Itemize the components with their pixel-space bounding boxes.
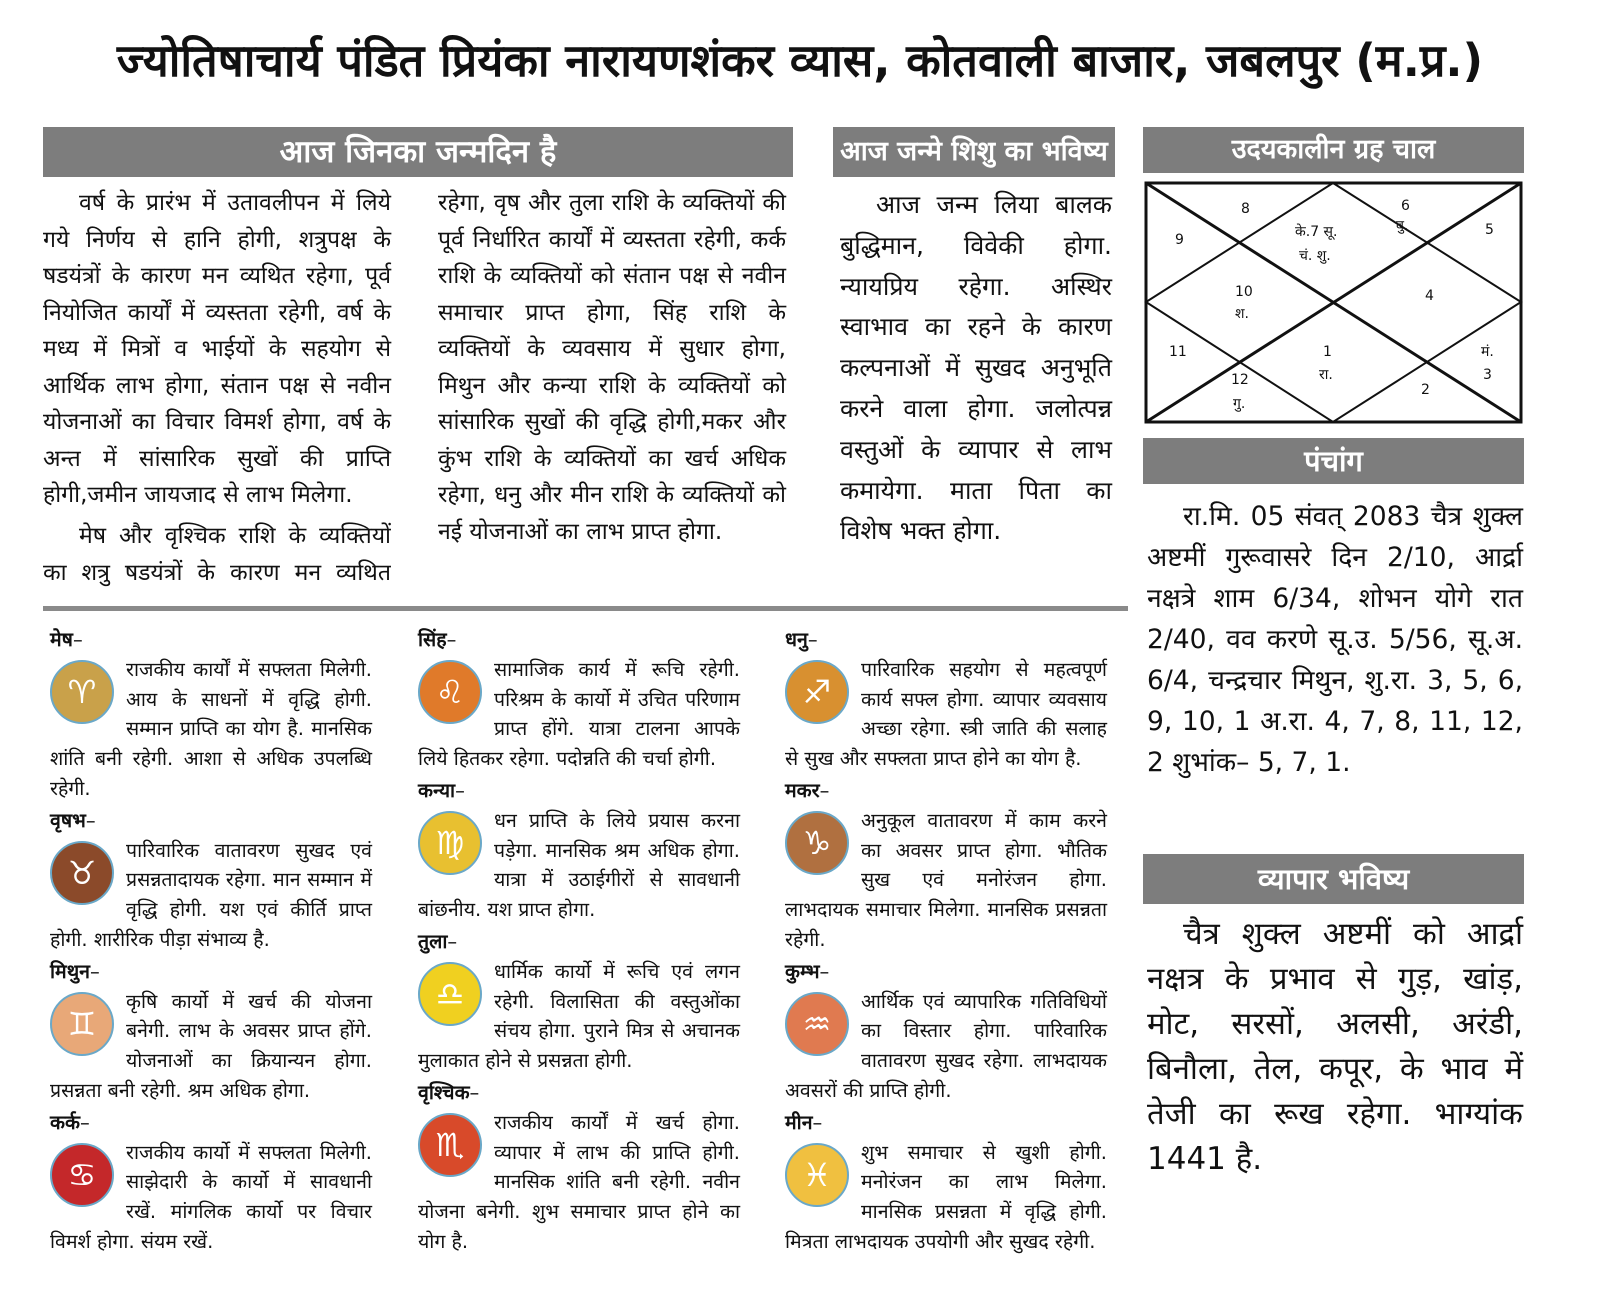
rashi-entry (418, 927, 740, 1076)
rashi-text: सामाजिक कार्य में रूचि रहेगी. परिश्रम के कार्यो में उचित परिणाम प्राप्त होंगे. यात्रा टालना आपके लिये हितकर रहेगा. पदोन्नति की चर्चा होगी. (418, 657, 740, 771)
rashi-text: राजकीय कार्यों में सफ्लता मिलेगी. आय के साधनों में वृद्धि होगी. सम्मान प्राप्ति का योग है. मानसिक शांति बनी रहेगी. आशा से अधिक उपलब्धि रहेगी. (50, 657, 372, 800)
rashi-name: कर्क (50, 1110, 80, 1134)
rashi-separator: – (819, 778, 830, 802)
rashi-text: धार्मिक कार्यो में रूचि एवं लगन रहेगी. विलासिता की वस्तुओंका संचय होगा. पुराने मित्र से अचानक मुलाकात होने से प्रसन्नता होगी. (418, 959, 740, 1073)
house-4-label: 4 (1425, 288, 1434, 304)
rashi-separator: – (447, 929, 458, 953)
rashi-entry (418, 776, 740, 925)
house-9-label: 9 (1175, 232, 1184, 248)
vyapar-heading: व्यापार भविष्य (1143, 854, 1524, 904)
panchang-heading: पंचांग (1143, 438, 1524, 484)
zodiac-icon: ♓ (785, 1143, 849, 1207)
house-2-label: 2 (1421, 382, 1430, 398)
zodiac-icon: ♑ (785, 811, 849, 875)
zodiac-icon: ♊ (50, 992, 114, 1056)
zodiac-icon: ♒ (785, 992, 849, 1056)
house-8-label: 8 (1241, 201, 1250, 217)
rashi-separator: – (79, 1110, 90, 1134)
zodiac-icon: ♋ (50, 1143, 114, 1207)
rashi-entry (50, 806, 372, 955)
rashi-entry (785, 957, 1107, 1106)
rashi-entry (50, 1108, 372, 1257)
zodiac-icon: ♏ (418, 1113, 482, 1177)
rashi-text: शुभ समाचार से खुशी होगी. मनोरंजन का लाभ मिलेगा. मानसिक प्रसन्नता में वृद्धि होगी. मित्रता लाभदायक उपयोगी और सुखद रहेगी. (785, 1140, 1107, 1253)
panchang-block (1147, 496, 1523, 783)
page-title: ज्योतिषाचार्य पंडित प्रियंका नारायणशंकर व्यास, कोतवाली बाजार, जबलपुर (म.प्र.) (116, 34, 1484, 87)
zodiac-icon: ♐ (785, 660, 849, 724)
child-text-block (840, 185, 1112, 552)
rashi-name: कन्या (418, 778, 456, 802)
rashi-entry (785, 776, 1107, 955)
house-10-planet: श. (1235, 306, 1249, 322)
rashi-separator: – (72, 628, 83, 651)
house-3-label: 3 (1483, 367, 1492, 383)
house-1-label: 1 (1323, 344, 1332, 360)
birthday-paragraph-2: मेष और वृश्चिक राशि के व्यक्तियों का शत्रु षडयंत्रों के कारण मन व्यथित (43, 523, 391, 586)
rashi-column-3 (785, 625, 1107, 1259)
rashi-text: राजकीय कार्यों में खर्च होगा. व्यापार में लाभ की प्राप्ति होगी. मानसिक शांति बनी रहेगी. नवीन योजना बनेगी. शुभ समाचार प्राप्त होने का योग है. (418, 1110, 740, 1253)
rashi-entry (785, 1108, 1107, 1257)
rashi-entry (418, 1078, 740, 1257)
house-1-planet: रा. (1319, 367, 1333, 383)
zodiac-icon: ♉ (50, 841, 114, 905)
rashi-separator: – (90, 959, 100, 983)
zodiac-icon: ♍ (418, 811, 482, 875)
rashi-name: वृषभ (50, 808, 86, 832)
rashi-text: पारिवारिक वातावरण सुखद एवं प्रसन्नतादायक रहेगा. मान सम्मान में वृद्धि होगी. यश एवं कीर्ति प्राप्त होगी. शारीरिक पीड़ा संभाव्य है. (50, 838, 372, 951)
panchang-text: रा.मि. 05 संवत् 2083 चैत्र शुक्ल अष्टमीं गुरूवासरे दिन 2/10, आर्द्रा नक्षत्रे शाम 6/34, शोभन योगे रात 2/40, वव करणे सू.उ. 5/56, सू.अ. 6/4, चन्द्रचार मिथुन, शु.रा. 3, 5, 6, 9, 10, 1 अ.रा. 4, 7, 8, 11, 12, 2 शुभांक– 5, 7, 1. (1147, 501, 1523, 778)
rashi-separator: – (446, 628, 457, 651)
rashi-text: अनुकूल वातावरण में काम करने का अवसर प्राप्त होगा. भौतिक सुख एवं मनोरंजन होगा. लाभदायक समाचार मिलेगा. मानसिक प्रसन्नता रहेगी. (785, 808, 1107, 951)
vyapar-block (1147, 912, 1523, 1182)
house-12-planet: गु. (1233, 396, 1246, 412)
rashi-separator: – (807, 628, 818, 651)
rashi-text: आर्थिक एवं व्यापारिक गतिविधियों का विस्तार होगा. पारिवारिक वातावरण सुखद रहेगा. लाभदायक अवसरों की प्राप्ति होगी. (785, 989, 1107, 1102)
birthday-heading: आज जिनका जन्मदिन है (43, 127, 793, 177)
rashi-column-1 (50, 625, 372, 1259)
rashi-entry (50, 957, 372, 1106)
rashi-name: वृश्चिक (418, 1080, 470, 1104)
house-5-label: 5 (1485, 222, 1494, 238)
vyapar-text: चैत्र शुक्ल अष्टमीं को आर्द्रा नक्षत्र के प्रभाव से गुड़, खांड़, मोट, सरसों, अलसी, अरंडी, बिनौला, तेल, कपूर, के भाव में तेजी का रूख रहेगा. भाग्यांक 1441 है. (1147, 916, 1523, 1177)
rashi-entry (785, 625, 1107, 774)
zodiac-icon: ♎ (418, 962, 482, 1026)
zodiac-icon: ♈ (50, 660, 114, 724)
house-12-label: 12 (1231, 372, 1249, 388)
rashi-name: मीन (785, 1110, 813, 1134)
birthday-paragraph-2-continued: रहेगा, वृष और तुला राशि के व्यक्तियों की पूर्व निर्धारित कार्यों में व्यस्तता रहेगी, कर्क राशि के व्यक्तियों को संतान पक्ष से नवीन समाचार प्राप्त होगा, सिंह राशि के व्यक्तियों के व्यवसाय में सुधार होगा, मिथुन और कन्या राशि के व्यक्तियों को सांसारिक सुखों की वृद्धि होगी,मकर और कुंभ राशि के व्यक्तियों का खर्च अधिक रहेगा, धनु और मीन राशि के व्यक्तियों को नई योजनाओं का लाभ प्राप्त होगा. (438, 190, 786, 545)
rashi-text: कृषि कार्यो में खर्च की योजना बनेगी. लाभ के अवसर प्राप्त होंगे. योजनाओं का क्रियान्यन होगा. प्रसन्नता बनी रहेगी. श्रम अधिक होगा. (50, 989, 372, 1102)
section-divider (43, 606, 1128, 611)
birthday-text-col-1 (43, 185, 391, 514)
rashi-text: धन प्राप्ति के लिये प्रयास करना पड़ेगा. मानसिक श्रम अधिक होगा. यात्रा में उठाईगीरों से सावधानी बांछनीय. यश प्राप्त होगा. (418, 808, 740, 922)
house-7-planets: के.7 सू. (1295, 224, 1338, 240)
birthday-text-col-2 (438, 185, 788, 585)
rashi-text: राजकीय कार्यो में सफ्लता मिलेगी. साझेदारी के कार्यो में सावधानी रखें. मांगलिक कार्यो पर विचार विमर्श होगा. संयम रखें. (50, 1140, 372, 1253)
birthday-paragraph-1: वर्ष के प्रारंभ में उतावलीपन में लिये गये निर्णय से हानि होगी, शत्रुपक्ष के षडयंत्रों के कारण मन व्यथित रहेगा, पूर्व नियोजित कार्यों में व्यस्तता रहेगी, वर्ष के मध्य में मित्रों व भाईयों के सहयोग से आर्थिक लाभ होगा, संतान पक्ष से नवीन योजनाओं का विचार विमर्श होगा, वर्ष के अन्त में सांसारिक सुखों की प्राप्ति होगी,जमीन जायजाद से लाभ मिलेगा. (43, 190, 391, 508)
rashi-name: धनु (785, 628, 808, 651)
rashi-name: मेष (50, 628, 73, 651)
rashi-name: कुम्भ (785, 959, 820, 983)
rashi-separator: – (819, 959, 830, 983)
birthday-text-col-1b (43, 518, 391, 591)
zodiac-icon: ♌ (418, 660, 482, 724)
house-6-planet: बु. (1396, 218, 1409, 234)
rashi-separator: – (85, 808, 96, 832)
rashi-separator: – (812, 1110, 823, 1134)
rashi-entry (50, 625, 372, 804)
house-11-label: 11 (1169, 344, 1187, 360)
rashi-name: सिंह (418, 628, 447, 651)
rashi-separator: – (469, 1080, 480, 1104)
child-heading: आज जन्मे शिशु का भविष्य (833, 127, 1115, 177)
rashi-entry (418, 625, 740, 774)
rashi-separator: – (455, 778, 465, 802)
child-text: आज जन्म लिया बालक बुद्धिमान, विवेकी होगा. न्यायप्रिय रहेगा. अस्थिर स्वाभाव का रहने के कारण कल्पनाओं में सुखद अनुभूति करने वाला होगा. जलोत्पन्न वस्तुओं के व्यापार से लाभ कमायेगा. माता पिता का विशेष भक्त होगा. (840, 190, 1112, 546)
rashi-name: तुला (418, 929, 448, 953)
house-6-label: 6 (1401, 198, 1410, 214)
rashi-text: पारिवारिक सहयोग से महत्वपूर्ण कार्य सफ्ल होगा. व्यापार व्यवसाय अच्छा रहेगा. स्त्री जाति की सलाह से सुख और सफ्लता प्राप्त होने का योग है. (785, 657, 1107, 771)
rashi-name: मिथुन (50, 959, 90, 983)
house-3-planet: मं. (1481, 344, 1494, 360)
rashi-name: मकर (785, 778, 820, 802)
kundli-chart (1143, 180, 1524, 425)
rashi-column-2 (418, 625, 740, 1259)
grah-heading: उदयकालीन ग्रह चाल (1143, 127, 1524, 173)
house-10-label: 10 (1235, 284, 1253, 300)
house-7-planets-2: चं. शु. (1299, 248, 1331, 264)
